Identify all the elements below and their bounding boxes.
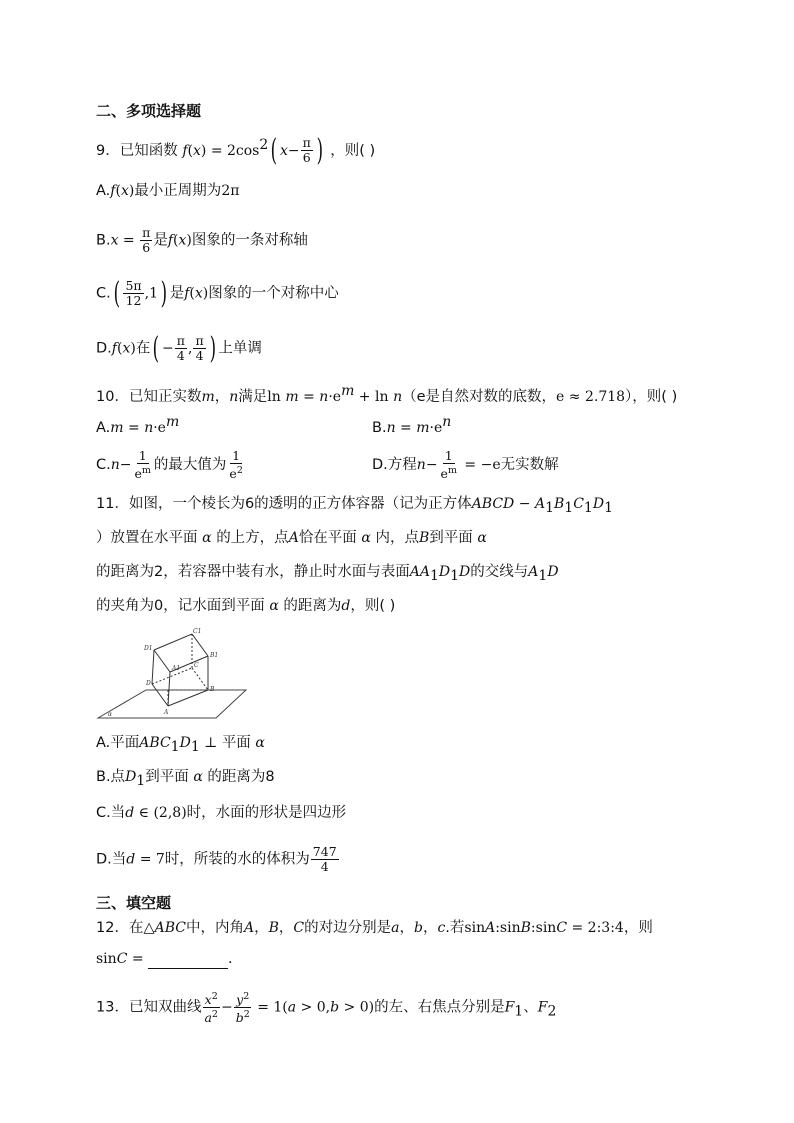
q9-option-a: A.f(x)最小正周期为2π bbox=[96, 183, 240, 199]
q10-option-b: $B.n = m\cdot e^n$ bbox=[372, 414, 452, 436]
question-13-line-1: 13．已知双曲线 $\frac{x^2}{a^2}$ − $\frac{y^2}{b^2}$ = 1(a > 0,b > 0)的左、右焦点分别是$F_1$、$F_2$ bbox=[96, 991, 557, 1026]
edge bbox=[152, 684, 168, 706]
plane-label: α bbox=[108, 711, 113, 718]
question-12-line-2: sinC = . bbox=[96, 951, 233, 967]
option-text: 是 bbox=[153, 232, 168, 249]
option-label: C. bbox=[96, 457, 111, 474]
q12-text: 中，内角 bbox=[185, 920, 244, 936]
q11-option-c: C.当d ∈ (2,8)时，水面的形状是四边形 bbox=[96, 805, 347, 821]
option-text: 平面 bbox=[221, 735, 251, 751]
q12-text: 12．在△ bbox=[96, 920, 155, 936]
q11-text: 的距离为2，若容器中装有水，静止时水面与表面 bbox=[96, 564, 410, 580]
option-label: B.点 bbox=[96, 769, 126, 785]
edge bbox=[192, 634, 208, 656]
option-label: D.当 bbox=[96, 851, 127, 868]
q11-text: ）放置在水平面 bbox=[96, 530, 198, 546]
option-text: 时，所装的水的体积为 bbox=[164, 851, 310, 868]
q11-text: ，则( ) bbox=[350, 598, 396, 614]
q10-stem-paren: （e是自然对数的底数， bbox=[402, 388, 557, 405]
q12-text: . bbox=[228, 951, 233, 967]
option-label: A. bbox=[96, 183, 111, 199]
q11-option-b: B.点$D_1$到平面 α 的距离为8 bbox=[96, 769, 275, 789]
vertex-label: D bbox=[146, 680, 151, 687]
vertex-label: A1 bbox=[172, 665, 181, 672]
option-label: C. bbox=[96, 285, 111, 302]
q12-text: 的对边分别是 bbox=[304, 920, 392, 936]
q11-text: 的交线与 bbox=[470, 564, 529, 580]
edge bbox=[154, 634, 192, 650]
option-text: 最小正周期为 bbox=[134, 183, 222, 199]
q9-option-b: B.x = $\frac{\pi}{6}$ 是f(x)图象的一条对称轴 bbox=[96, 225, 308, 255]
option-text: 无实数解 bbox=[500, 457, 559, 474]
option-text: 的距离为8 bbox=[207, 769, 275, 785]
vertex-label: D1 bbox=[144, 645, 153, 652]
q10-option-a: $A.m = n\cdot e^m$ bbox=[96, 414, 180, 436]
option-text: 的最大值为 bbox=[153, 457, 227, 474]
vertex-label: B bbox=[210, 686, 215, 693]
q10-stem-mid: 满足 bbox=[238, 388, 268, 405]
q11-text: 的夹角为0，记水面到平面 bbox=[96, 598, 265, 614]
q13-text: 13．已知双曲线 bbox=[96, 999, 202, 1016]
q11-option-d: D.当d = 7时，所装的水的体积为 $\frac{747}{4}$ bbox=[96, 844, 337, 874]
q11-text: 的距离为 bbox=[283, 598, 342, 614]
q10-option-c: C.n− $\frac{1}{e^m}$ 的最大值为 $\frac{1}{e^2}$ bbox=[96, 448, 243, 482]
q9-option-c: C.( $\frac{5\pi}{12}$ ,1) 是f(x)图象的一个对称中心 bbox=[96, 275, 339, 311]
option-label: A.平面 bbox=[96, 735, 140, 751]
q9-option-d: D.f(x)在( − $\frac{\pi}{4}$ , $\frac{\pi}{4}$ ) 上单调 bbox=[96, 330, 262, 366]
option-label: A. bbox=[96, 419, 111, 436]
option-text: 上单调 bbox=[218, 340, 262, 357]
q11-text: 到平面 bbox=[429, 530, 473, 546]
option-label: D. bbox=[96, 340, 112, 357]
option-text: 在 bbox=[135, 340, 151, 357]
section-heading: 二、多项选择题 bbox=[96, 102, 202, 120]
q10-stem-prefix: 10．已知正实数 bbox=[96, 388, 202, 405]
q11-text: 恰在平面 bbox=[298, 530, 357, 546]
q10-option-d: D.方程n− $\frac{1}{e^m}$ = −e无实数解 bbox=[372, 448, 559, 482]
hidden-edge bbox=[192, 668, 208, 690]
edge bbox=[152, 650, 154, 684]
edge bbox=[168, 690, 208, 706]
vertex-label: B1 bbox=[210, 652, 219, 659]
option-text: 时，水面的形状是四边形 bbox=[186, 805, 347, 821]
option-label: C.当 bbox=[96, 805, 126, 821]
q12-text: 若 bbox=[449, 920, 465, 936]
q9-stem-suffix: ，则( ) bbox=[330, 142, 376, 159]
q13-text: 的左、右焦点分别是 bbox=[374, 999, 505, 1016]
option-label: D.方程 bbox=[372, 457, 417, 474]
vertex-label: A bbox=[164, 709, 169, 716]
q11-text: 内，点 bbox=[375, 530, 419, 546]
vertex-label: C1 bbox=[193, 628, 202, 635]
question-11-line-4: 的夹角为0，记水面到平面 α 的距离为d，则( ) bbox=[96, 598, 396, 614]
q11-text: 11．如图，一个棱长为6的透明的正方体容器（记为正方体 bbox=[96, 496, 472, 512]
option-label: B. bbox=[96, 232, 111, 249]
option-text: 是 bbox=[169, 285, 185, 302]
option-text: 图象的一条对称轴 bbox=[191, 232, 308, 249]
answer-blank[interactable] bbox=[148, 954, 228, 969]
question-11-line-1: 11．如图，一个棱长为6的透明的正方体容器（记为正方体ABCD − $A_1B_1C_1D_1$ bbox=[96, 496, 613, 516]
q10-stem-suffix: ），则( ) bbox=[625, 388, 678, 405]
cube-on-plane-figure bbox=[96, 626, 248, 722]
question-12-line-1: 12．在△ABC中，内角A，B，C的对边分别是a，b，c.若sinA:sinB:sinC = 2:3:4，则 bbox=[96, 920, 653, 936]
vertex-label: C bbox=[194, 662, 199, 669]
q9-stem-prefix: 9．已知函数 bbox=[96, 142, 178, 159]
q12-text: ，则 bbox=[623, 920, 653, 936]
section-heading: 三、填空题 bbox=[96, 894, 172, 912]
option-text: 到平面 bbox=[145, 769, 189, 785]
option-label: B. bbox=[372, 419, 387, 436]
edge bbox=[154, 650, 170, 672]
question-9-stem: 9．已知函数 $f(x) = 2\cos^2$( x− $\frac{\pi}{6}$ ) ，则( ) bbox=[96, 132, 376, 168]
option-text: 图象的一个对称中心 bbox=[208, 285, 339, 302]
question-11-line-2: ）放置在水平面 α 的上方，点A恰在平面 α 内，点B到平面 α bbox=[96, 530, 487, 546]
q11-option-a: A.平面$ABC_1D_1$ ⊥ 平面 α bbox=[96, 735, 265, 755]
q11-text: 的上方，点 bbox=[216, 530, 289, 546]
question-10-stem: 10．已知正实数m，n满足$\ln m = n\cdot e^m + \ln n(e$是自然对数的底数，e ≈ 2.718），则( ) bbox=[96, 383, 678, 405]
question-11-line-3: 的距离为2，若容器中装有水，静止时水面与表面$AA_1D_1D$的交线与$A_1D$ bbox=[96, 564, 559, 584]
